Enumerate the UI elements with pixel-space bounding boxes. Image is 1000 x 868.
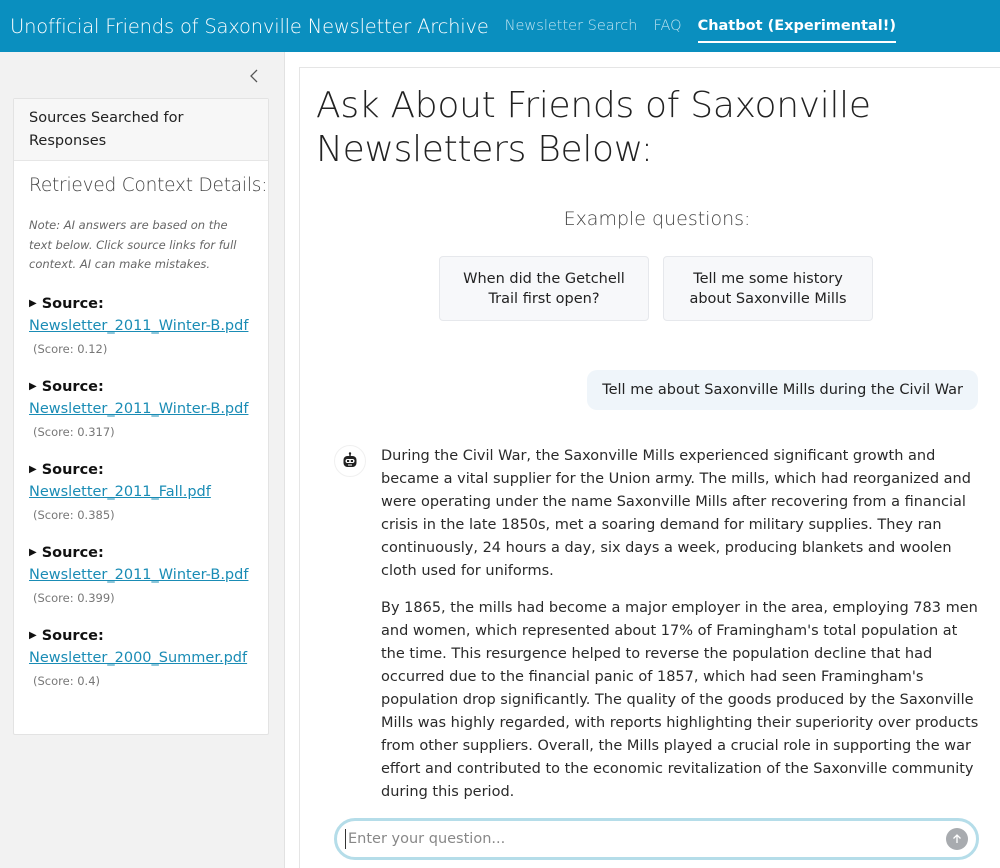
source-item — [29, 293, 253, 356]
bot-message-paragraph: During the Civil War, the Saxonville Mills experienced significant growth and became a vital supplier for the Union army. The mills, which had reorganized and were operating under the name Saxonville Mills after recovering from a financial crisis in the late 1850s, met a soaring demand for military supplies. They ran continuously, 24 hours a day, six days a week, producing blankets and woolen cloth used for uniforms. — [381, 448, 971, 579]
source-label: Source: — [41, 627, 104, 644]
source-score: (Score: 0.4) — [33, 673, 101, 688]
bot-message-paragraph: By 1865, the mills had become a major employer in the area, employing 783 men and women, which represented about 17% of Framingham's total population at the time. This resurgence helped to reverse the population decline that had occurred due to the financial panic of 1857, which had seen Framingham's population drop significantly. The quality of the goods produced by the Saxonville Mills was highly regarded, with reports highlighting their superiority over products from other suppliers. Overall, the Mills played a crucial role in supporting the war effort and contributed to the economic revitalization of the Saxonville community during this period. — [381, 600, 979, 800]
page-title-line1: Ask About Friends of Saxonville — [316, 85, 871, 126]
source-link[interactable]: Newsletter_2011_Fall.pdf — [29, 483, 211, 500]
source-label: Source: — [41, 295, 104, 312]
main-nav — [505, 0, 912, 52]
sources-card-body — [14, 161, 268, 722]
source-link[interactable]: Newsletter_2000_Summer.pdf — [29, 649, 248, 666]
example-question-button[interactable]: Tell me some history about Saxonville Mills — [663, 256, 873, 321]
context-details-title: Retrieved Context Details: — [29, 175, 268, 196]
chevron-left-icon — [249, 68, 259, 84]
source-score: (Score: 0.12) — [33, 341, 108, 356]
nav-newsletter-search[interactable]: Newsletter Search — [504, 18, 638, 34]
source-toggle[interactable] — [29, 376, 253, 398]
bot-avatar — [334, 445, 366, 477]
arrow-up-icon — [951, 833, 963, 845]
source-label: Source: — [41, 544, 104, 561]
source-toggle[interactable] — [29, 625, 253, 647]
source-item — [29, 376, 253, 439]
sources-card — [13, 98, 269, 735]
page-title — [316, 84, 871, 172]
user-message: Tell me about Saxonville Mills during the Civil War — [587, 370, 978, 410]
ai-disclaimer-note: Note: AI answers are based on the text below. Click source links for full context. AI can make mistakes. — [29, 218, 237, 271]
source-link[interactable]: Newsletter_2011_Winter-B.pdf — [29, 566, 249, 583]
source-toggle[interactable] — [29, 459, 253, 481]
top-navbar — [0, 0, 1000, 52]
source-link[interactable]: Newsletter_2011_Winter-B.pdf — [29, 400, 249, 417]
question-input-container — [334, 818, 979, 860]
page-title-line2: Newsletters Below: — [316, 129, 653, 170]
chat-panel — [299, 67, 1000, 868]
example-questions-title: Example questions: — [563, 208, 751, 230]
triangle-right-icon: ▶ — [29, 546, 37, 558]
source-score: (Score: 0.399) — [33, 590, 115, 605]
source-item — [29, 542, 253, 605]
source-toggle[interactable] — [29, 542, 253, 564]
source-item — [29, 625, 253, 688]
source-item — [29, 459, 253, 522]
source-label: Source: — [41, 461, 104, 478]
source-label: Source: — [41, 378, 104, 395]
source-toggle[interactable] — [29, 293, 253, 315]
sources-card-header: Sources Searched for Responses — [14, 99, 268, 161]
example-question-button[interactable]: When did the Getchell Trail first open? — [439, 256, 649, 321]
source-score: (Score: 0.317) — [33, 424, 115, 439]
triangle-right-icon: ▶ — [29, 463, 37, 475]
bot-message — [381, 445, 981, 818]
triangle-right-icon: ▶ — [29, 297, 37, 309]
robot-icon — [341, 452, 359, 470]
source-link[interactable]: Newsletter_2011_Winter-B.pdf — [29, 317, 249, 334]
site-brand[interactable]: Unofficial Friends of Saxonville Newsletter Archive — [10, 14, 489, 38]
triangle-right-icon: ▶ — [29, 629, 37, 641]
question-input[interactable] — [345, 829, 946, 849]
source-score: (Score: 0.385) — [33, 507, 115, 522]
triangle-right-icon: ▶ — [29, 380, 37, 392]
collapse-sidebar-button[interactable] — [246, 66, 262, 86]
send-button[interactable] — [946, 828, 968, 850]
nav-chatbot[interactable]: Chatbot (Experimental!) — [698, 0, 896, 52]
nav-faq[interactable]: FAQ — [653, 18, 682, 34]
sidebar — [0, 52, 285, 868]
